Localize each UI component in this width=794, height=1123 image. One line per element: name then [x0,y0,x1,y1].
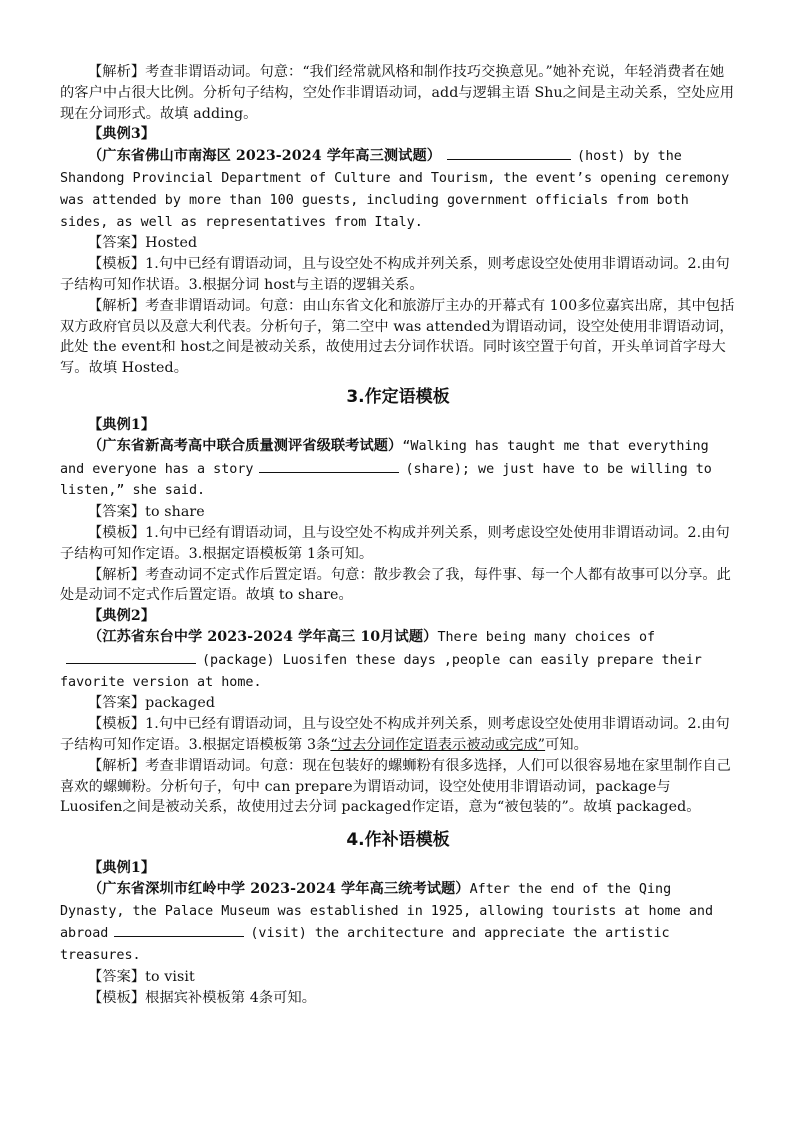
section-3-example-2-title: 【典例2】 [88,608,156,625]
answer-blank [114,922,244,937]
underlined-quote: “过去分词作定语表示被动或完成” [330,736,546,753]
section-4-heading: 4.作补语模板 [346,830,450,851]
section-3-example-2-question: （江苏省东台中学 2023-2024 学年高三 10月试题）There being many choices of(package) Luosifen these days ,people can easily prepare their favorite version at home. [60,628,702,690]
answer-blank [66,649,196,664]
section-3-example-2-answer: 【答案】packaged [88,695,216,712]
section-4-example-1-answer: 【答案】to visit [88,969,195,986]
example-3-question [60,145,736,233]
answer-blank [259,458,399,473]
document-body [60,62,736,1009]
section-3-example-1-analysis: 【解析】考查动词不定式作后置定语。句意：散步教会了我，每件事、每一个人都有故事可以分享。此处是动词不定式作后置定语。故填 to share。 [60,566,731,604]
section-3-example-2-template: 【模板】1.句中已经有谓语动词，且与设空处不构成并列关系，则考虑设空处使用非谓语动词。2.由句子结构可知作定语。3.根据定语模板第 3条“过去分词作定语表示被动或完成”可知。 [60,716,730,753]
section-4-example-1-title: 【典例1】 [88,860,156,877]
section-4-example-1-question: （广东省深圳市红岭中学 2023-2024 学年高三统考试题）After the end of the Qing Dynasty, the Palace Museum was established in 1925, allowing tourists at home and abroad (visit) the architecture and appreciate the artistic treasures. [60,880,714,964]
section-3-example-1-question: （广东省新高考高中联合质量测评省级联考试题）“Walking has taught me that everything and everyone has a story (share); we just have to be willing to listen,” she said. [60,437,712,499]
section-4-example-1-source: （广东省深圳市红岭中学 2023-2024 学年高三统考试题） [88,880,470,897]
section-3-example-1-title: 【典例1】 [88,416,156,433]
answer-blank [447,145,571,160]
section-3-example-2-source: （江苏省东台中学 2023-2024 学年高三 10月试题） [88,628,438,645]
example-3-template: 【模板】1.句中已经有谓语动词，且与设空处不构成并列关系，则考虑设空处使用非谓语动词。2.由句子结构可知作状语。3.根据分词 host与主语的逻辑关系。 [60,256,730,293]
section-3-example-1-answer: 【答案】to share [88,504,205,521]
example-3-answer: 【答案】Hosted [88,235,198,252]
section-3-example-1-template: 【模板】1.句中已经有谓语动词，且与设空处不构成并列关系，则考虑设空处使用非谓语动词。2.由句子结构可知作定语。3.根据定语模板第 1条可知。 [60,524,730,562]
section-3-heading: 3.作定语模板 [346,386,450,407]
section-3-example-2-analysis: 【解析】考查非谓语动词。句意：现在包装好的螺蛳粉有很多选择，人们可以很容易地在家里制作自己喜欢的螺蛳粉。分析句子，句中 can prepare为谓语动词，设空处使用非谓语动词，package与 Luosifen之间是被动关系，故使用过去分词 packaged作定语，意为“被包装的”。故填 packaged。 [60,757,731,816]
example-3-question-text: (host) by the Shandong Provincial Department of Culture and Tourism, the event’s opening ceremony was attended by more than 100 guests, including government officials from both sides, as well as representatives from Italy. [60,149,730,230]
example-3-source: （广东省佛山市南海区 2023-2024 学年高三测试题） [88,148,442,165]
prev-analysis: 【解析】考查非谓语动词。句意：“我们经常就风格和制作技巧交换意见。”她补充说，年轻消费者在她的客户中占很大比例。分析句子结构，空处作非谓语动词，add与逻辑主语 Shu之间是主动关系，空处应用现在分词形式。故填 adding。 [60,64,735,122]
section-3-example-1-source: （广东省新高考高中联合质量测评省级联考试题） [88,437,403,454]
example-3-analysis: 【解析】考查非谓语动词。句意：由山东省文化和旅游厅主办的开幕式有 100多位嘉宾出席，其中包括双方政府官员以及意大利代表。分析句子，第二空中 was attended为谓语动词，设空处使用非谓语动词，此处 the event和 host之间是被动关系，故使用过去分词作状语。同时该空置于句首，开头单词首字母大写。故填 Hosted。 [60,297,735,377]
section-4-example-1-template: 【模板】根据宾补模板第 4条可知。 [88,989,317,1006]
example-3-title: 【典例3】 [88,126,156,143]
